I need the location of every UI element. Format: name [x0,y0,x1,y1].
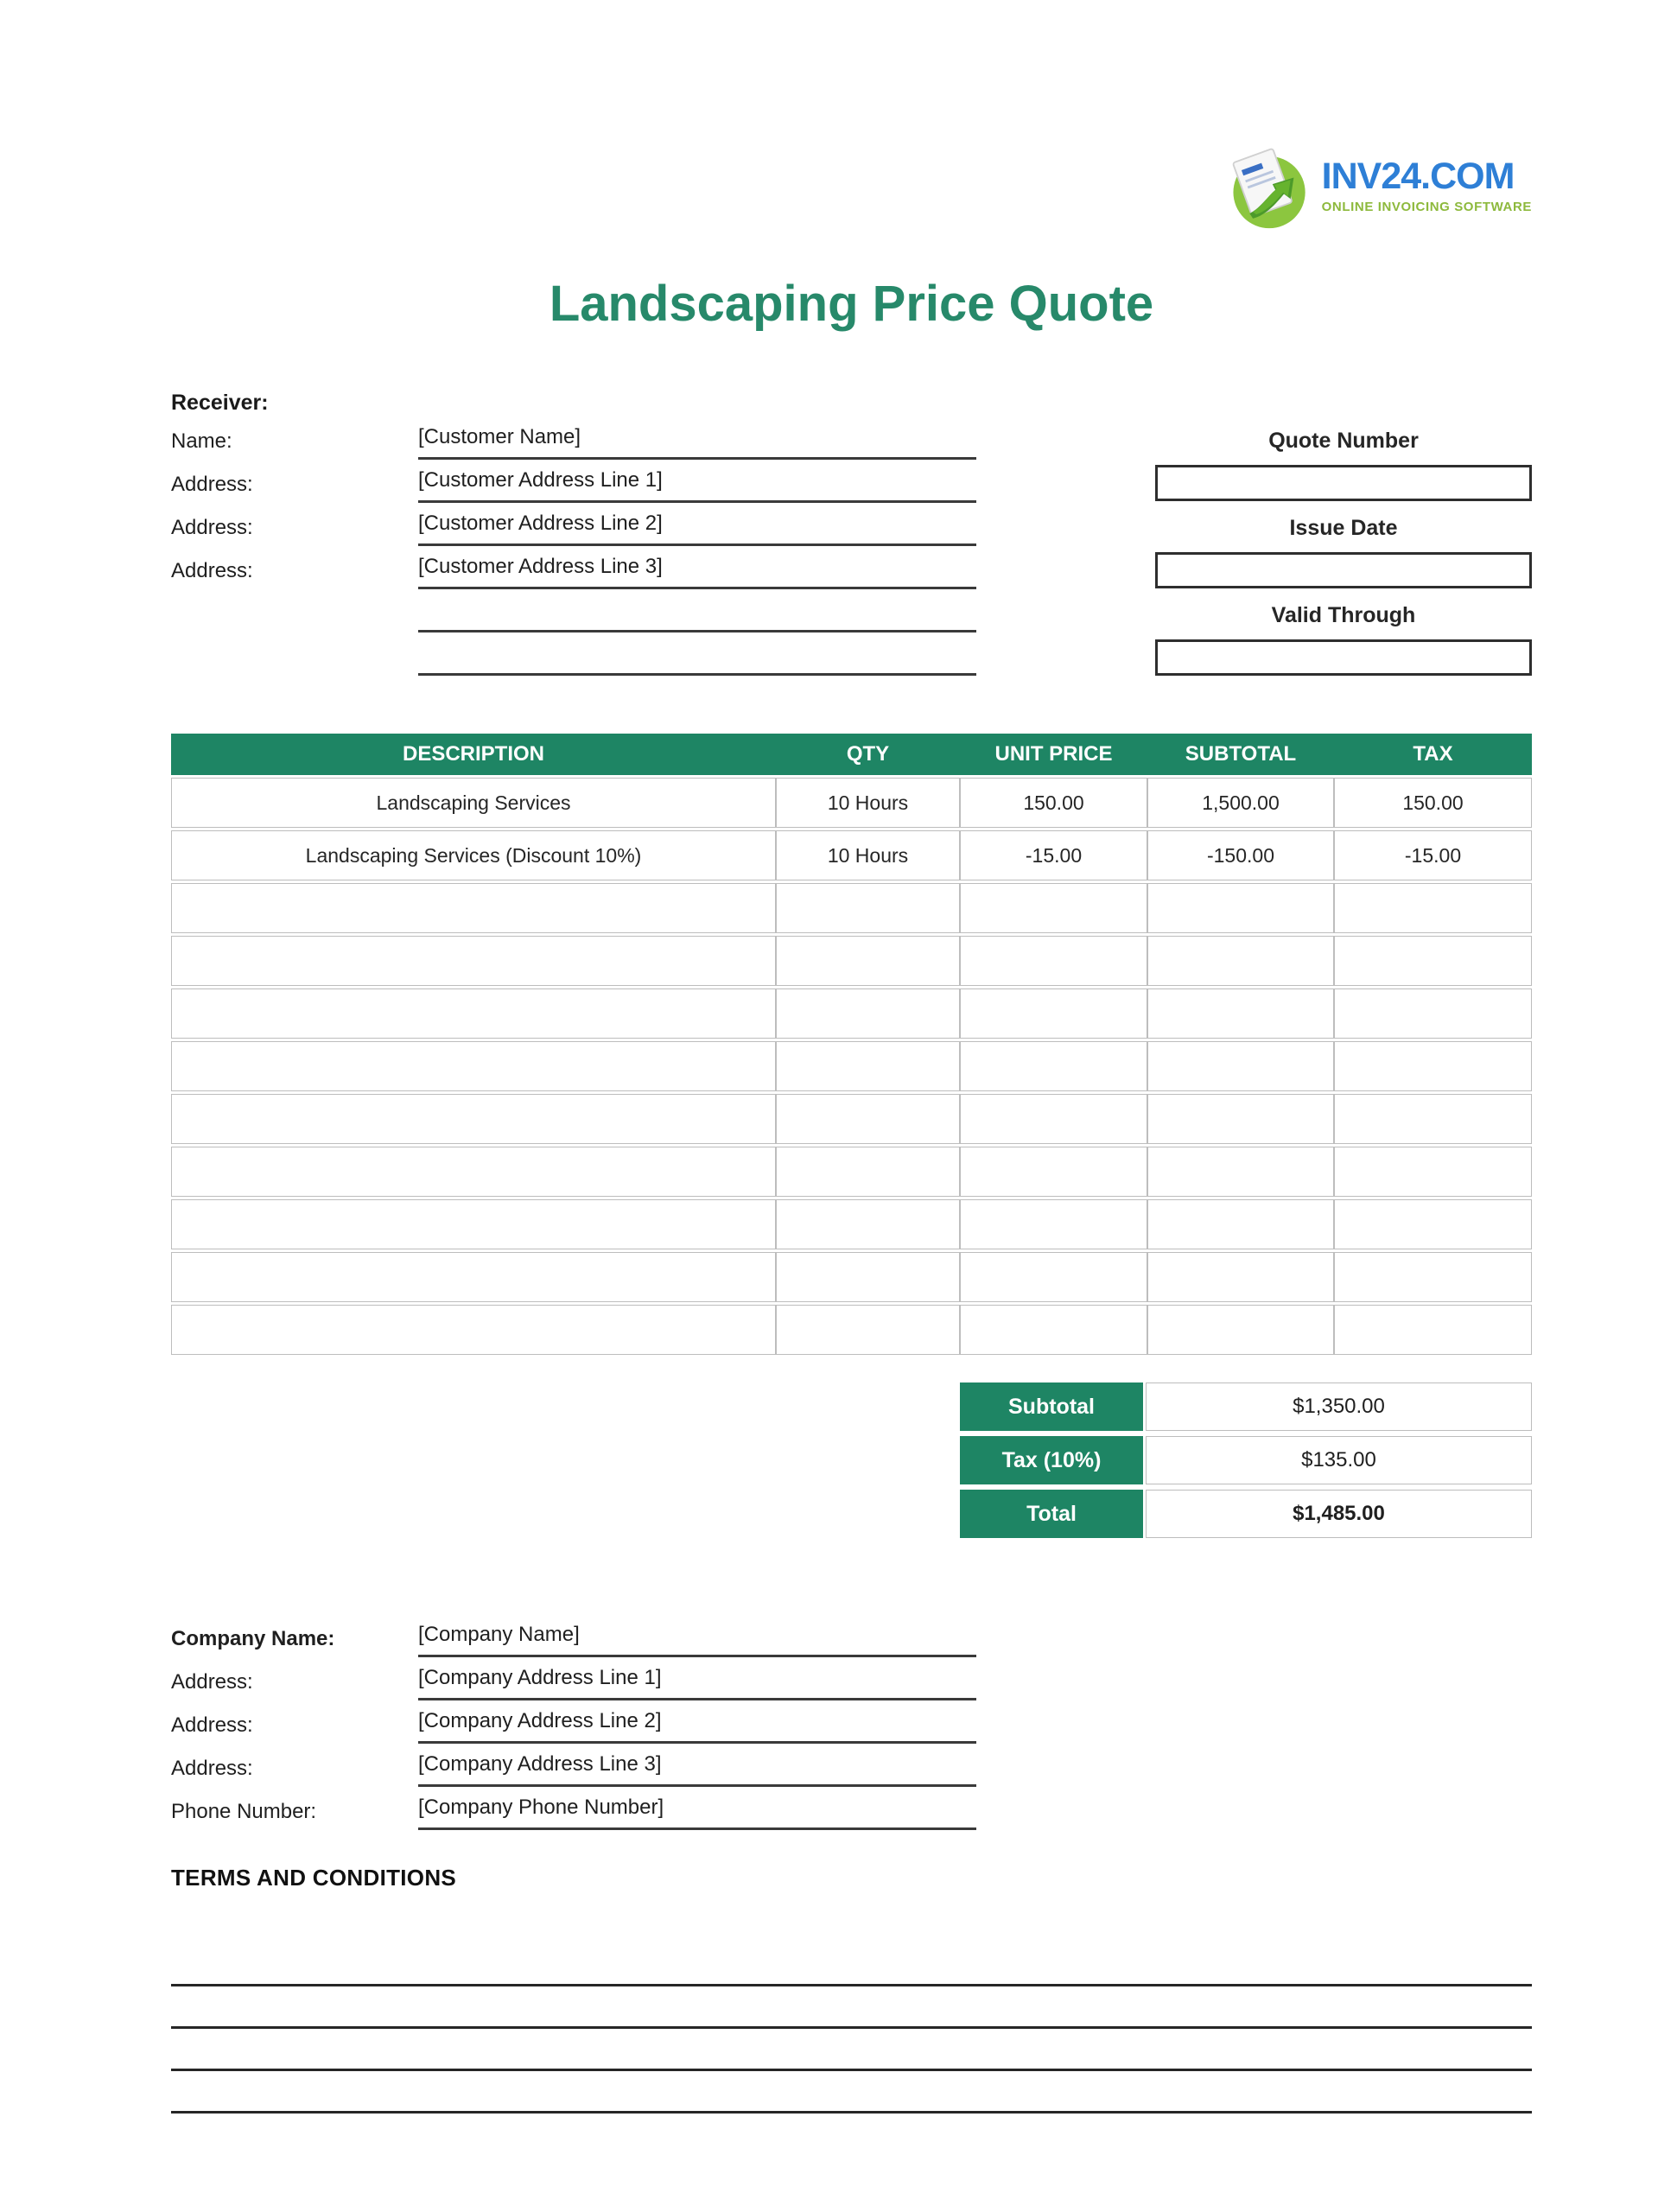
terms-blank-line[interactable] [171,2026,1532,2029]
empty-cell[interactable] [171,1147,776,1197]
receiver-address2-label: Address: [171,516,253,539]
company-address1-label: Address: [171,1670,253,1694]
receiver-address3-row [171,546,976,589]
page-content [171,0,1532,2212]
cell-qty: 10 Hours [776,778,960,828]
company-phone-field[interactable]: [Company Phone Number] [418,1796,976,1830]
empty-cell[interactable] [171,1199,776,1249]
issue-date-box[interactable] [1155,552,1532,588]
quote-number-box[interactable] [1155,465,1532,501]
empty-row [171,1147,1532,1197]
header-unit-price: UNIT PRICE [960,734,1147,775]
receiver-name-field[interactable]: [Customer Name] [418,425,976,460]
cell-qty: 10 Hours [776,830,960,880]
quote-table-body [171,778,1532,1355]
cell-subtotal: -150.00 [1147,830,1334,880]
empty-cell[interactable] [776,1305,960,1355]
receiver-name-label: Name: [171,429,232,453]
empty-row [171,936,1532,986]
empty-row [171,1041,1532,1091]
receiver-blank-label [171,626,418,632]
terms-heading: TERMS AND CONDITIONS [171,1865,457,1891]
company-phone-row [171,1787,976,1830]
terms-lines [171,1984,1532,2153]
empty-cell[interactable] [960,988,1147,1039]
company-address1-field[interactable]: [Company Address Line 1] [418,1666,976,1700]
empty-cell[interactable] [1147,1041,1334,1091]
cell-description: Landscaping Services (Discount 10%) [171,830,776,880]
empty-cell[interactable] [1147,988,1334,1039]
empty-cell[interactable] [960,1094,1147,1144]
receiver-section [171,391,976,676]
receiver-name-row [171,416,976,460]
company-name-field[interactable]: [Company Name] [418,1623,976,1657]
header-description: DESCRIPTION [171,734,776,775]
receiver-address1-field[interactable]: [Customer Address Line 1] [418,468,976,503]
empty-cell[interactable] [960,1147,1147,1197]
total-label: Total [960,1490,1143,1538]
empty-cell[interactable] [171,1094,776,1144]
empty-cell[interactable] [776,1199,960,1249]
subtotal-value: $1,350.00 [1146,1382,1532,1431]
receiver-address2-row [171,503,976,546]
empty-cell[interactable] [1147,936,1334,986]
receiver-address3-field[interactable]: [Customer Address Line 3] [418,555,976,589]
company-address2-label: Address: [171,1713,253,1737]
empty-cell[interactable] [1147,1305,1334,1355]
company-address2-field[interactable]: [Company Address Line 2] [418,1709,976,1744]
empty-cell[interactable] [1147,883,1334,933]
tax-row [960,1436,1532,1484]
empty-cell[interactable] [1147,1147,1334,1197]
empty-cell[interactable] [960,936,1147,986]
empty-cell[interactable] [1334,1041,1532,1091]
empty-cell[interactable] [1334,1305,1532,1355]
empty-cell[interactable] [960,1252,1147,1302]
receiver-blank-row [171,589,976,632]
inv24-logo [1225,138,1532,233]
logo-brand-text: INV24.COM [1321,156,1515,198]
empty-cell[interactable] [1334,1199,1532,1249]
total-value: $1,485.00 [1146,1490,1532,1538]
empty-row [171,1252,1532,1302]
company-address1-row [171,1657,976,1700]
issue-date-label: Issue Date [1289,516,1398,540]
terms-blank-line[interactable] [171,2111,1532,2113]
empty-cell[interactable] [776,883,960,933]
empty-cell[interactable] [776,1041,960,1091]
terms-blank-line[interactable] [171,2069,1532,2071]
cell-unit-price: -15.00 [960,830,1147,880]
receiver-address3-label: Address: [171,559,253,582]
empty-cell[interactable] [960,1305,1147,1355]
header-row [171,734,1532,775]
valid-through-box[interactable] [1155,639,1532,676]
logo-text [1322,157,1532,213]
empty-cell[interactable] [1334,883,1532,933]
item-row [171,778,1532,828]
empty-cell[interactable] [171,936,776,986]
logo-tagline-text: ONLINE INVOICING SOFTWARE [1321,199,1532,214]
empty-cell[interactable] [1147,1199,1334,1249]
company-phone-label: Phone Number: [171,1800,317,1823]
empty-row [171,883,1532,933]
empty-cell[interactable] [776,936,960,986]
empty-cell[interactable] [776,1147,960,1197]
empty-cell[interactable] [171,1305,776,1355]
company-address3-label: Address: [171,1757,253,1780]
cell-description: Landscaping Services [171,778,776,828]
items-table-header [171,734,1532,775]
subtotal-row [960,1382,1532,1431]
empty-cell[interactable] [960,883,1147,933]
company-section [171,1614,976,1830]
empty-cell[interactable] [776,1094,960,1144]
company-address2-row [171,1700,976,1744]
empty-cell[interactable] [1334,1147,1532,1197]
items-table [171,731,1532,1357]
empty-cell[interactable] [1334,936,1532,986]
empty-cell[interactable] [171,988,776,1039]
subtotal-label: Subtotal [960,1382,1143,1431]
empty-cell[interactable] [776,1252,960,1302]
invoice-arrow-icon [1225,138,1315,233]
header-qty: QTY [776,734,960,775]
quote-meta-section [1155,429,1532,690]
empty-row [171,1094,1532,1144]
tax-label: Tax (10%) [960,1436,1143,1484]
empty-cell[interactable] [960,1041,1147,1091]
company-address3-field[interactable]: [Company Address Line 3] [418,1752,976,1787]
empty-cell[interactable] [1147,1252,1334,1302]
empty-cell[interactable] [1334,988,1532,1039]
receiver-blank-label [171,670,418,676]
receiver-heading: Receiver: [171,391,269,415]
terms-blank-line[interactable] [171,1984,1532,1986]
receiver-blank-field[interactable] [418,598,976,632]
empty-cell[interactable] [960,1199,1147,1249]
company-name-label: Company Name: [171,1627,335,1650]
empty-row [171,1305,1532,1355]
quote-number-label: Quote Number [1268,429,1419,453]
receiver-address1-row [171,460,976,503]
empty-row [171,988,1532,1039]
empty-cell[interactable] [1334,1252,1532,1302]
item-row [171,830,1532,880]
total-row [960,1490,1532,1538]
tax-value: $135.00 [1146,1436,1532,1484]
header-subtotal: SUBTOTAL [1147,734,1334,775]
company-address3-row [171,1744,976,1787]
totals-section [960,1382,1532,1543]
empty-cell[interactable] [776,988,960,1039]
empty-cell[interactable] [171,1252,776,1302]
cell-tax: 150.00 [1334,778,1532,828]
empty-cell[interactable] [171,883,776,933]
header-tax: TAX [1334,734,1532,775]
receiver-blank-field[interactable] [418,641,976,676]
receiver-address2-field[interactable]: [Customer Address Line 2] [418,512,976,546]
empty-cell[interactable] [1334,1094,1532,1144]
receiver-blank-row [171,632,976,676]
cell-unit-price: 150.00 [960,778,1147,828]
cell-subtotal: 1,500.00 [1147,778,1334,828]
page-title: Landscaping Price Quote [549,276,1154,332]
empty-cell[interactable] [171,1041,776,1091]
empty-cell[interactable] [1147,1094,1334,1144]
company-name-row [171,1614,976,1657]
receiver-address1-label: Address: [171,473,253,496]
valid-through-label: Valid Through [1271,603,1416,627]
cell-tax: -15.00 [1334,830,1532,880]
empty-row [171,1199,1532,1249]
